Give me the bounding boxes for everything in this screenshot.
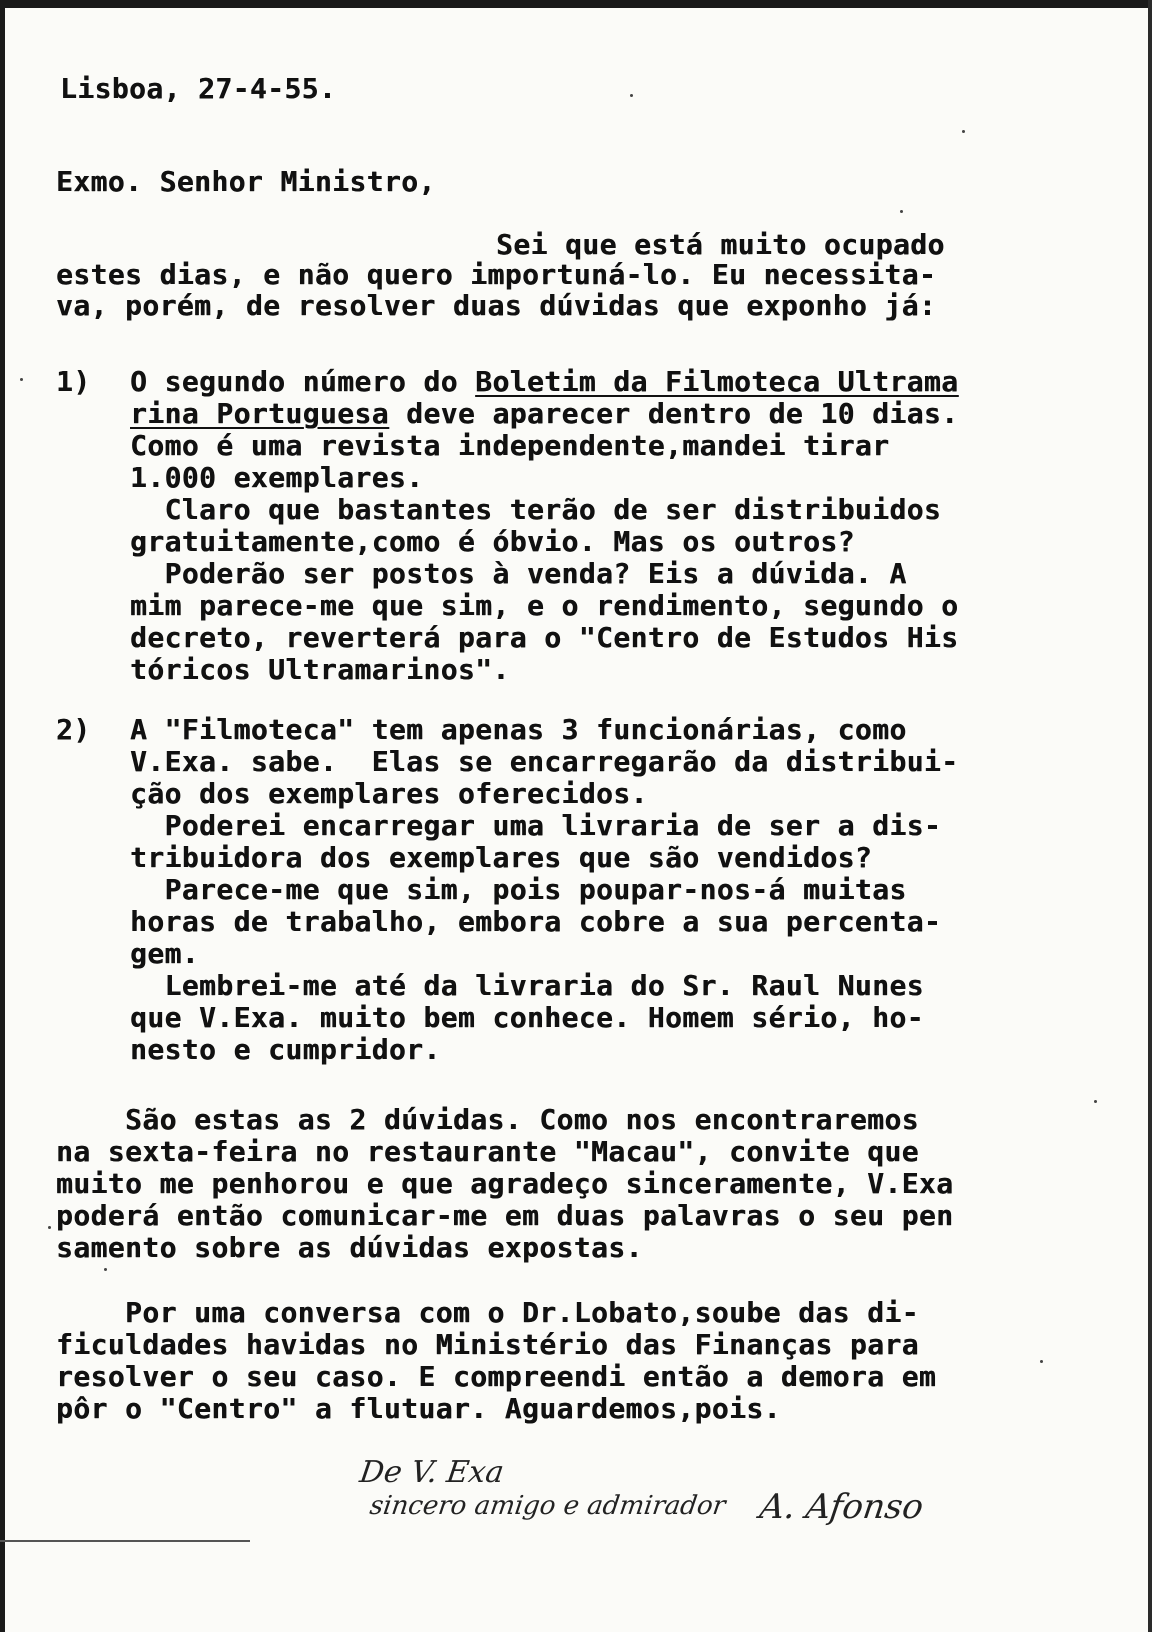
item1-line: Como é uma revista independente,mandei tirar (130, 429, 890, 462)
paragraph-line: ficuldades havidas no Ministério das Finanças para (56, 1328, 919, 1361)
paper-speck (1094, 1100, 1097, 1103)
paragraph-line: Por uma conversa com o Dr.Lobato,soube das di- (56, 1296, 919, 1329)
paragraph-line: pôr o "Centro" a flutuar. Aguardemos,pois. (56, 1392, 781, 1425)
item1-line: decreto, reverterá para o "Centro de Estudos His (130, 621, 959, 654)
item2-line: ção dos exemplares oferecidos. (130, 777, 648, 810)
page-right-edge (1148, 0, 1152, 1632)
journal-title-part2: rina Portuguesa (130, 397, 389, 430)
paper-speck (630, 94, 633, 97)
item2-line: Lembrei-me até da livraria do Sr. Raul Nunes (130, 969, 924, 1002)
item2-line: tribuidora dos exemplares que são vendidos? (130, 841, 873, 874)
paragraph-line: poderá então comunicar-me em duas palavras o seu pen (56, 1199, 954, 1232)
page-left-edge (0, 0, 5, 1632)
paper-speck (962, 130, 965, 133)
page-top-edge (0, 0, 1152, 8)
item2-line: que V.Exa. muito bem conhece. Homem sério, ho- (130, 1001, 924, 1034)
item2-line: A "Filmoteca" tem apenas 3 funcionárias, como (130, 713, 907, 746)
paragraph-line: São estas as 2 dúvidas. Como nos encontraremos (56, 1103, 919, 1136)
item1-line: gratuitamente,como é óbvio. Mas os outros? (130, 525, 855, 558)
intro-line: estes dias, e não quero importuná-lo. Eu necessita- (56, 258, 937, 291)
item1-line: Claro que bastantes terão de ser distribuidos (130, 493, 942, 526)
item2-line: Parece-me que sim, pois poupar-nos-á muitas (130, 873, 907, 906)
paper-speck (20, 378, 23, 381)
closing-line: sincero amigo e admirador (367, 1491, 728, 1521)
item1-text: deve aparecer dentro de 10 dias. (388, 397, 959, 430)
item2-line: V.Exa. sabe. Elas se encarregarão da distribui- (130, 745, 959, 778)
page-bottom-rule (0, 1540, 250, 1542)
intro-line: va, porém, de resolver duas dúvidas que exponho já: (56, 289, 937, 322)
item1-line (130, 397, 958, 431)
closing-line: De V. Exa (357, 1455, 507, 1490)
paragraph-line: resolver o seu caso. E compreendi então a demora em (56, 1360, 937, 1393)
intro-line: Sei que está muito ocupado (496, 228, 945, 261)
item1-line: Poderão ser postos à venda? Eis a dúvida. A (130, 557, 907, 590)
paragraph-line: muito me penhorou e que agradeço sinceramente, V.Exa (56, 1167, 954, 1200)
paragraph-line: na sexta-feira no restaurante "Macau", convite que (56, 1135, 919, 1168)
paper-speck (104, 1268, 107, 1271)
paper-speck (1040, 1360, 1043, 1363)
paper-speck (48, 1226, 51, 1229)
item1-line: mim parece-me que sim, e o rendimento, segundo o (130, 589, 959, 622)
item1-line: tóricos Ultramarinos". (130, 653, 510, 686)
item1-text: O segundo número do (130, 365, 476, 398)
item1-line (130, 365, 958, 399)
paragraph-line: samento sobre as dúvidas expostas. (56, 1231, 643, 1264)
item2-line: Poderei encarregar uma livraria de ser a dis- (130, 809, 942, 842)
handwritten-signature: A. Afonso (757, 1487, 926, 1527)
journal-title-part1: Boletim da Filmoteca Ultrama (475, 365, 959, 398)
item2-line: gem. (130, 937, 200, 970)
item1-number: 1) (56, 365, 91, 398)
letter-date: Lisboa, 27-4-55. (60, 72, 337, 105)
item2-line: nesto e cumpridor. (130, 1033, 441, 1066)
paper-speck (900, 210, 903, 213)
item1-line: 1.000 exemplares. (130, 461, 424, 494)
letter-salutation: Exmo. Senhor Ministro, (56, 165, 436, 198)
item2-number: 2) (56, 713, 91, 746)
item2-line: horas de trabalho, embora cobre a sua percenta- (130, 905, 942, 938)
